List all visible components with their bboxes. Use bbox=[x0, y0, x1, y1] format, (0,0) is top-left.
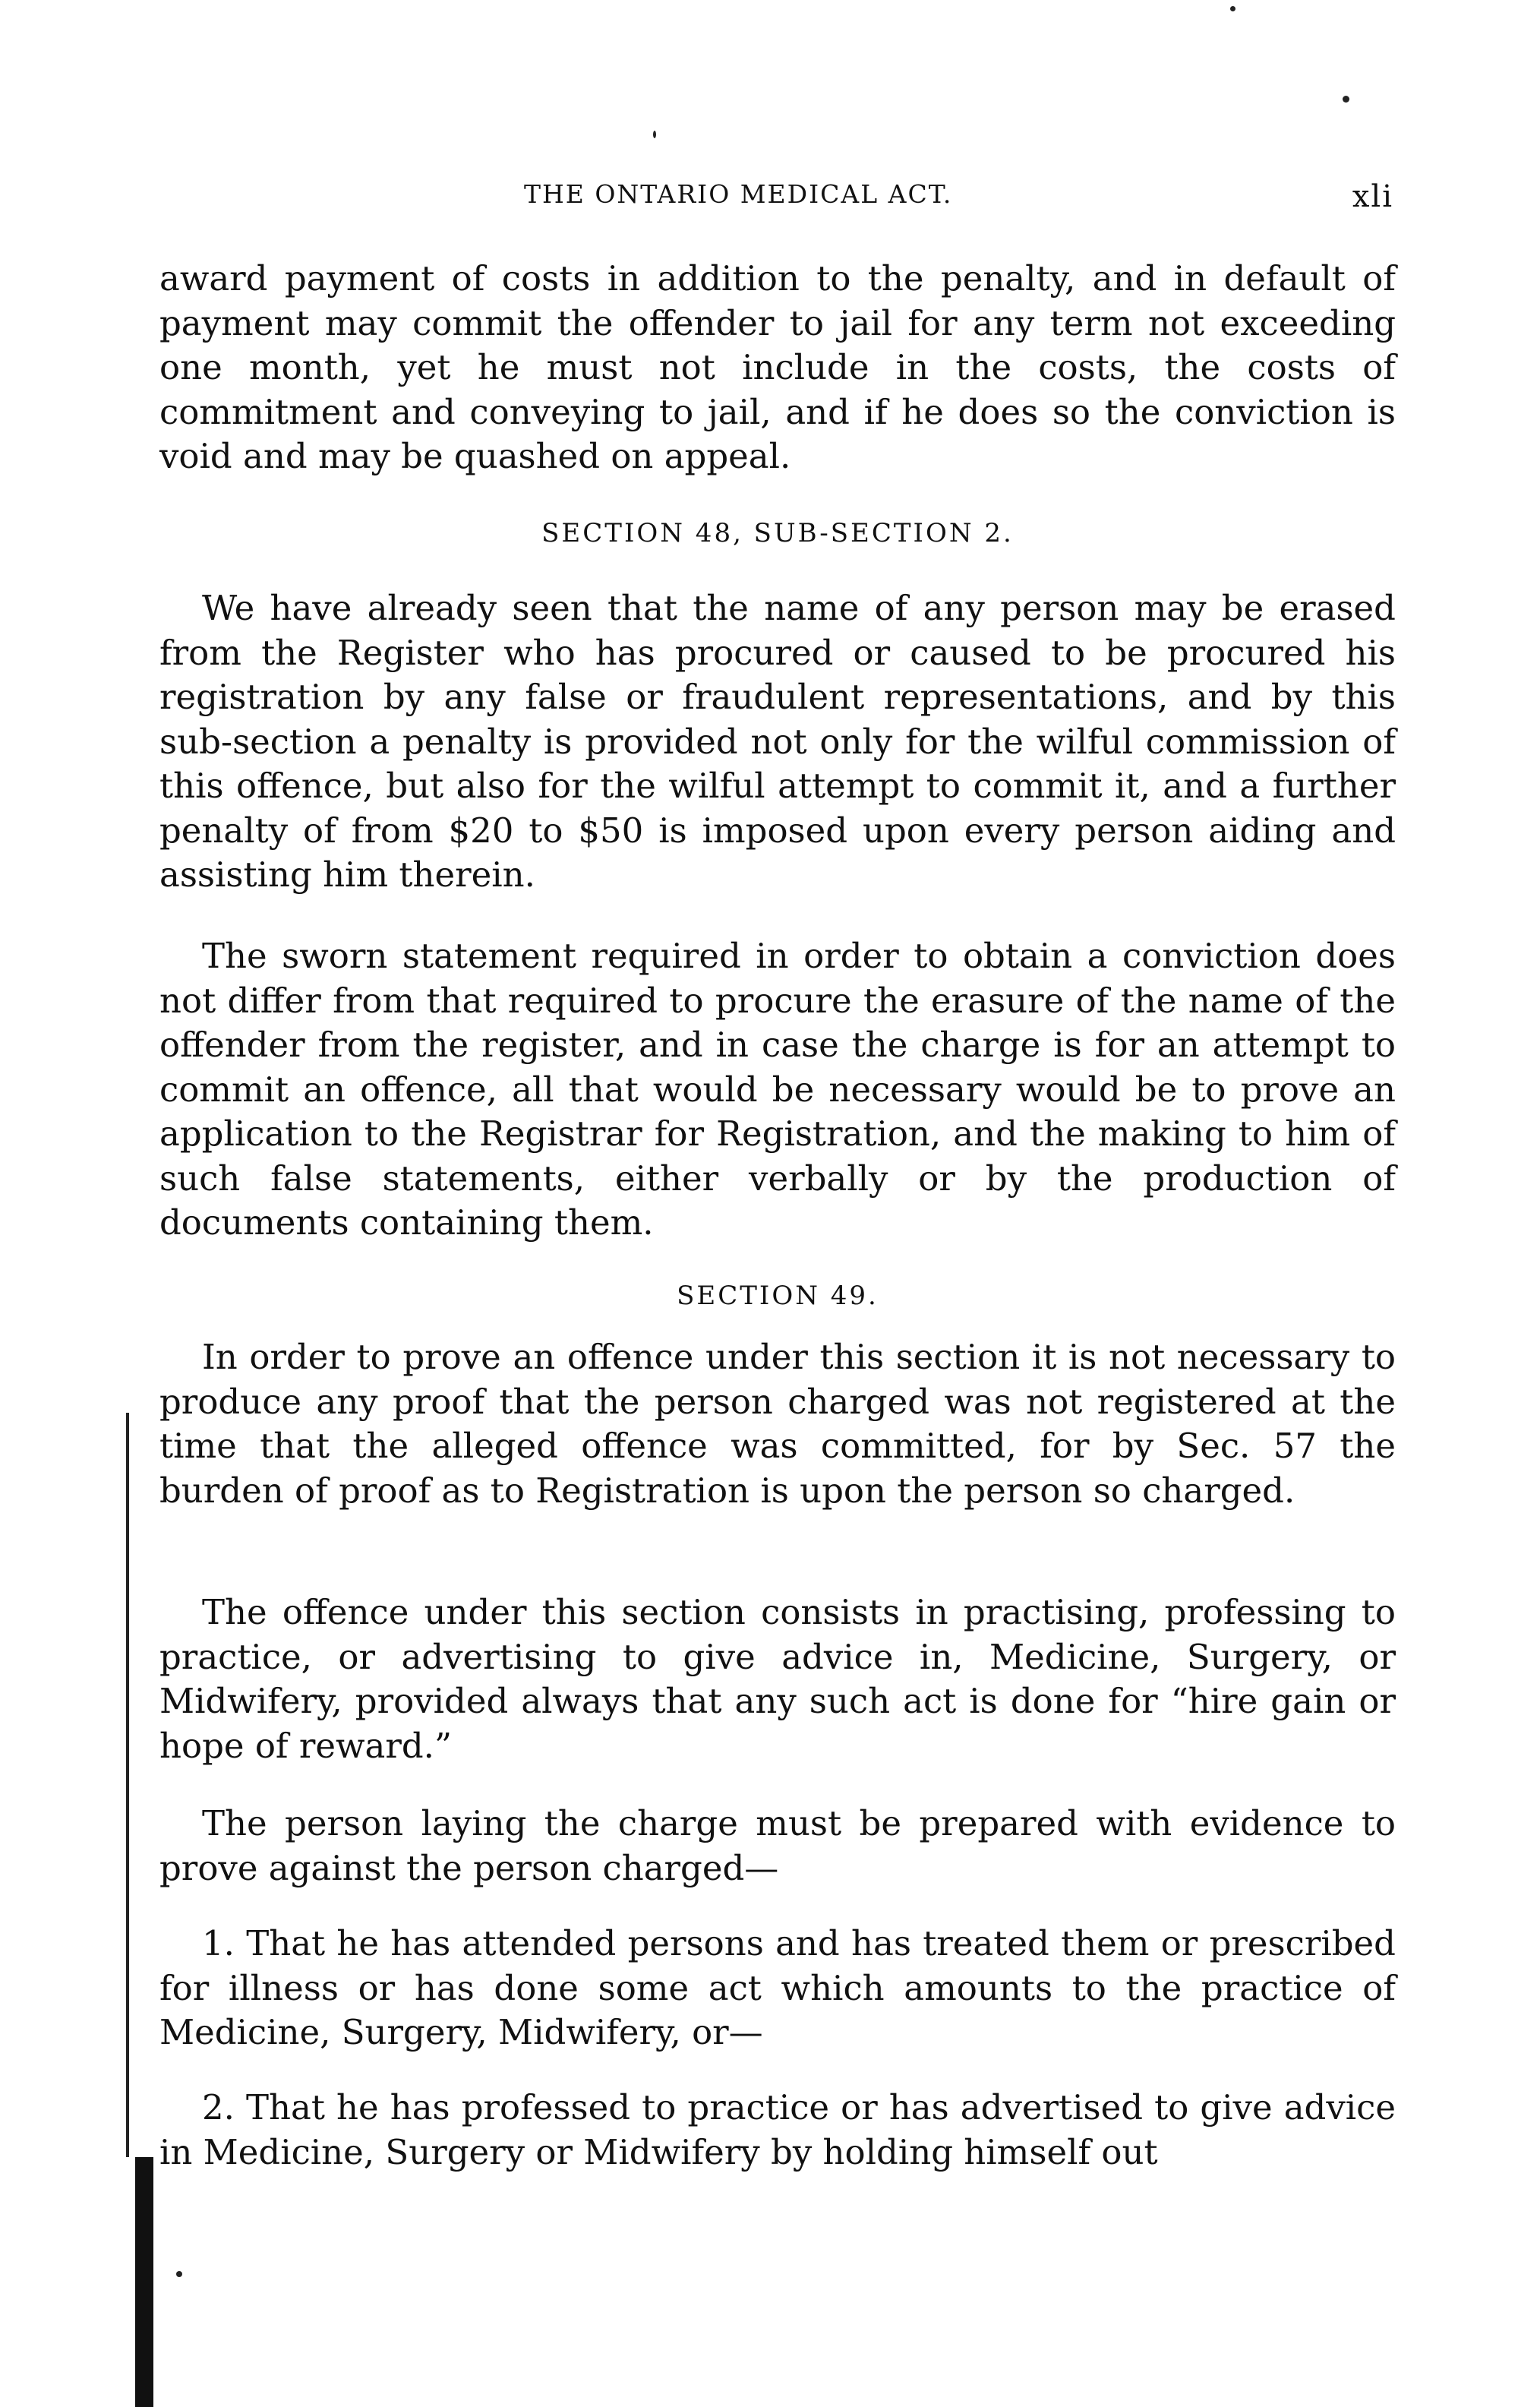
ink-speck bbox=[653, 131, 656, 138]
ink-speck bbox=[1230, 6, 1235, 11]
paragraph-burden-of-proof bbox=[159, 1335, 1396, 1513]
running-title: THE ONTARIO MEDICAL ACT. bbox=[524, 179, 953, 209]
ink-speck bbox=[1343, 96, 1349, 103]
ink-speck bbox=[176, 2271, 182, 2277]
binding-shadow-line bbox=[126, 1413, 129, 2157]
paragraph-costs-continuation bbox=[159, 257, 1396, 479]
paragraph-evidence-required bbox=[159, 1802, 1396, 1891]
list-item-2 bbox=[159, 2086, 1396, 2175]
running-head bbox=[159, 179, 1393, 225]
paragraph-text: We have already seen that the name of any person may be erased from the Register who has procured or caused to be procured his registration by any false or fraudulent representations, and by this sub-section a penalty is provided not only for the wilful commission of this offence, but also for the wilful attempt to commit it, and a further penalty of from $20 to $50 is imposed upon every person aiding and assisting him therein. bbox=[159, 588, 1396, 895]
paragraph-offence-definition bbox=[159, 1590, 1396, 1768]
paragraph-erasure-penalty bbox=[159, 586, 1396, 898]
paragraph-text: 1. That he has attended persons and has treated them or prescribed for illness or has done some act which amounts to the practice of Medicine, Surgery, Midwifery, or— bbox=[159, 1923, 1396, 2052]
heading-section-48: SECTION 48, SUB-SECTION 2. bbox=[541, 518, 1014, 548]
paragraph-text: The offence under this section consists in practising, professing to practice, or advertising to give advice in, Medicine, Surgery, or Midwifery, provided always that any such act is done for “hire gain or hope of reward.” bbox=[159, 1592, 1396, 1766]
binding-edge bbox=[135, 2157, 153, 2407]
paragraph-text: In order to prove an offence under this section it is not necessary to produce any proof that the person charged was not registered at the time that the alleged offence was committed, for by Sec. 57 the burden of proof as to Registration is upon the person so charged. bbox=[159, 1337, 1396, 1511]
paragraph-sworn-statement bbox=[159, 934, 1396, 1246]
paragraph-text: The sworn statement required in order to obtain a conviction does not differ from that required to procure the erasure of the name of the offender from the register, and in case the charge is for an attempt to commit an offence, all that would be necessary would be to prove an application to the Registrar for Registration, and the making to him of such false statements, either verbally or by the production of documents containing them. bbox=[159, 936, 1396, 1243]
paragraph-text: 2. That he has professed to practice or has advertised to give advice in Medicine, Surgery or Midwifery by holding himself out bbox=[159, 2087, 1396, 2172]
paragraph-text: The person laying the charge must be prepared with evidence to prove against the person charged— bbox=[159, 1803, 1396, 1888]
list-item-1 bbox=[159, 1922, 1396, 2055]
heading-section-49: SECTION 49. bbox=[677, 1281, 879, 1311]
paragraph-text: award payment of costs in addition to the penalty, and in default of payment may commit the offender to jail for any term not exceeding one month, yet he must not include in the costs, the costs of commitment and conveying to jail, and if he does so the conviction is void and may be quashed on appeal. bbox=[159, 258, 1396, 476]
page-number: xli bbox=[1352, 179, 1393, 214]
